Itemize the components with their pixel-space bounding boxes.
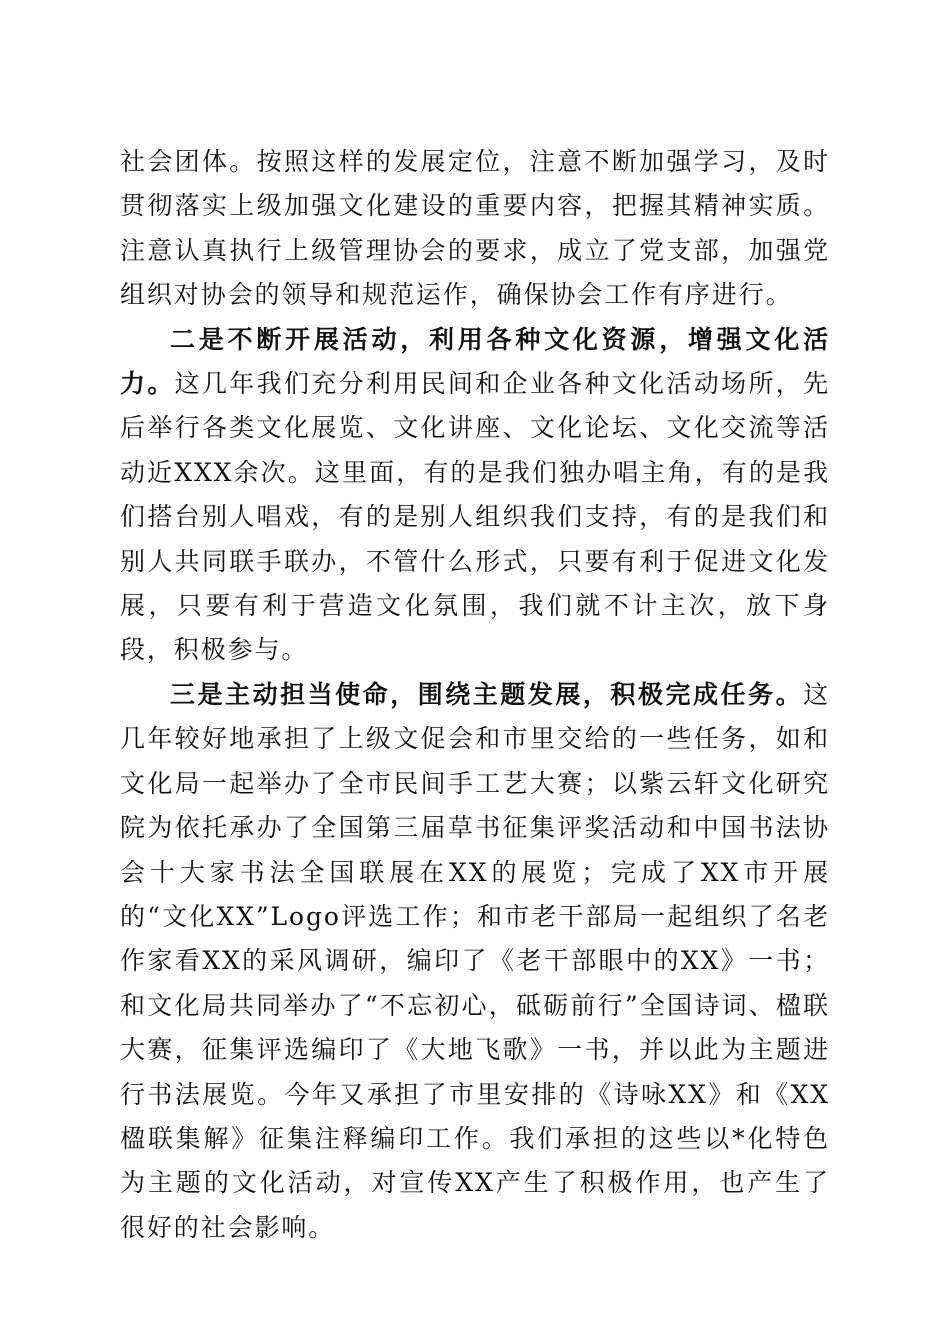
paragraph-heading: 二是不断开展活动，利用各种文化资源，增强文化活力。 [120, 324, 830, 399]
paragraph-heading: 三是主动担当使命，围绕主题发展，积极完成任务。 [170, 679, 804, 709]
paragraph-point-two [120, 318, 830, 673]
paragraph-text: 社会团体。按照这样的发展定位，注意不断加强学习，及时贯彻落实上级加强文化建设的重要内容，把握其精神实质。注意认真执行上级管理协会的要求，成立了党支部，加强党组织对协会的领导和规范运作，确保协会工作有序进行。 [120, 147, 830, 310]
document-page [120, 140, 830, 1250]
paragraph-point-three [120, 673, 830, 1250]
paragraph-text: 这几年较好地承担了上级文促会和市里交给的一些任务，如和文化局一起举办了全市民间手工艺大赛；以紫云轩文化研究院为依托承办了全国第三届草书征集评奖活动和中国书法协会十大家书法全国联展在XX的展览；完成了XX市开展的“文化XX”Logo评选工作；和市老干部局一起组织了名老作家看XX的采风调研，编印了《老干部眼中的XX》一书；和文化局共同举办了“不忘初心，砥砺前行”全国诗词、楹联大赛，征集评选编印了《大地飞歌》一书，并以此为主题进行书法展览。今年又承担了市里安排的《诗咏XX》和《XX楹联集解》征集注释编印工作。我们承担的这些以*化特色为主题的文化活动，对宣传XX产生了积极作用，也产生了很好的社会影响。 [120, 679, 830, 1242]
paragraph-text: 这几年我们充分利用民间和企业各种文化活动场所，先后举行各类文化展览、文化讲座、文化论坛、文化交流等活动近XXX余次。这里面，有的是我们独办唱主角，有的是我们搭台别人唱戏，有的是别人组织我们支持，有的是我们和别人共同联手联办，不管什么形式，只要有利于促进文化发展，只要有利于营造文化氛围，我们就不计主次，放下身段，积极参与。 [120, 369, 830, 665]
paragraph-continuation [120, 140, 830, 318]
